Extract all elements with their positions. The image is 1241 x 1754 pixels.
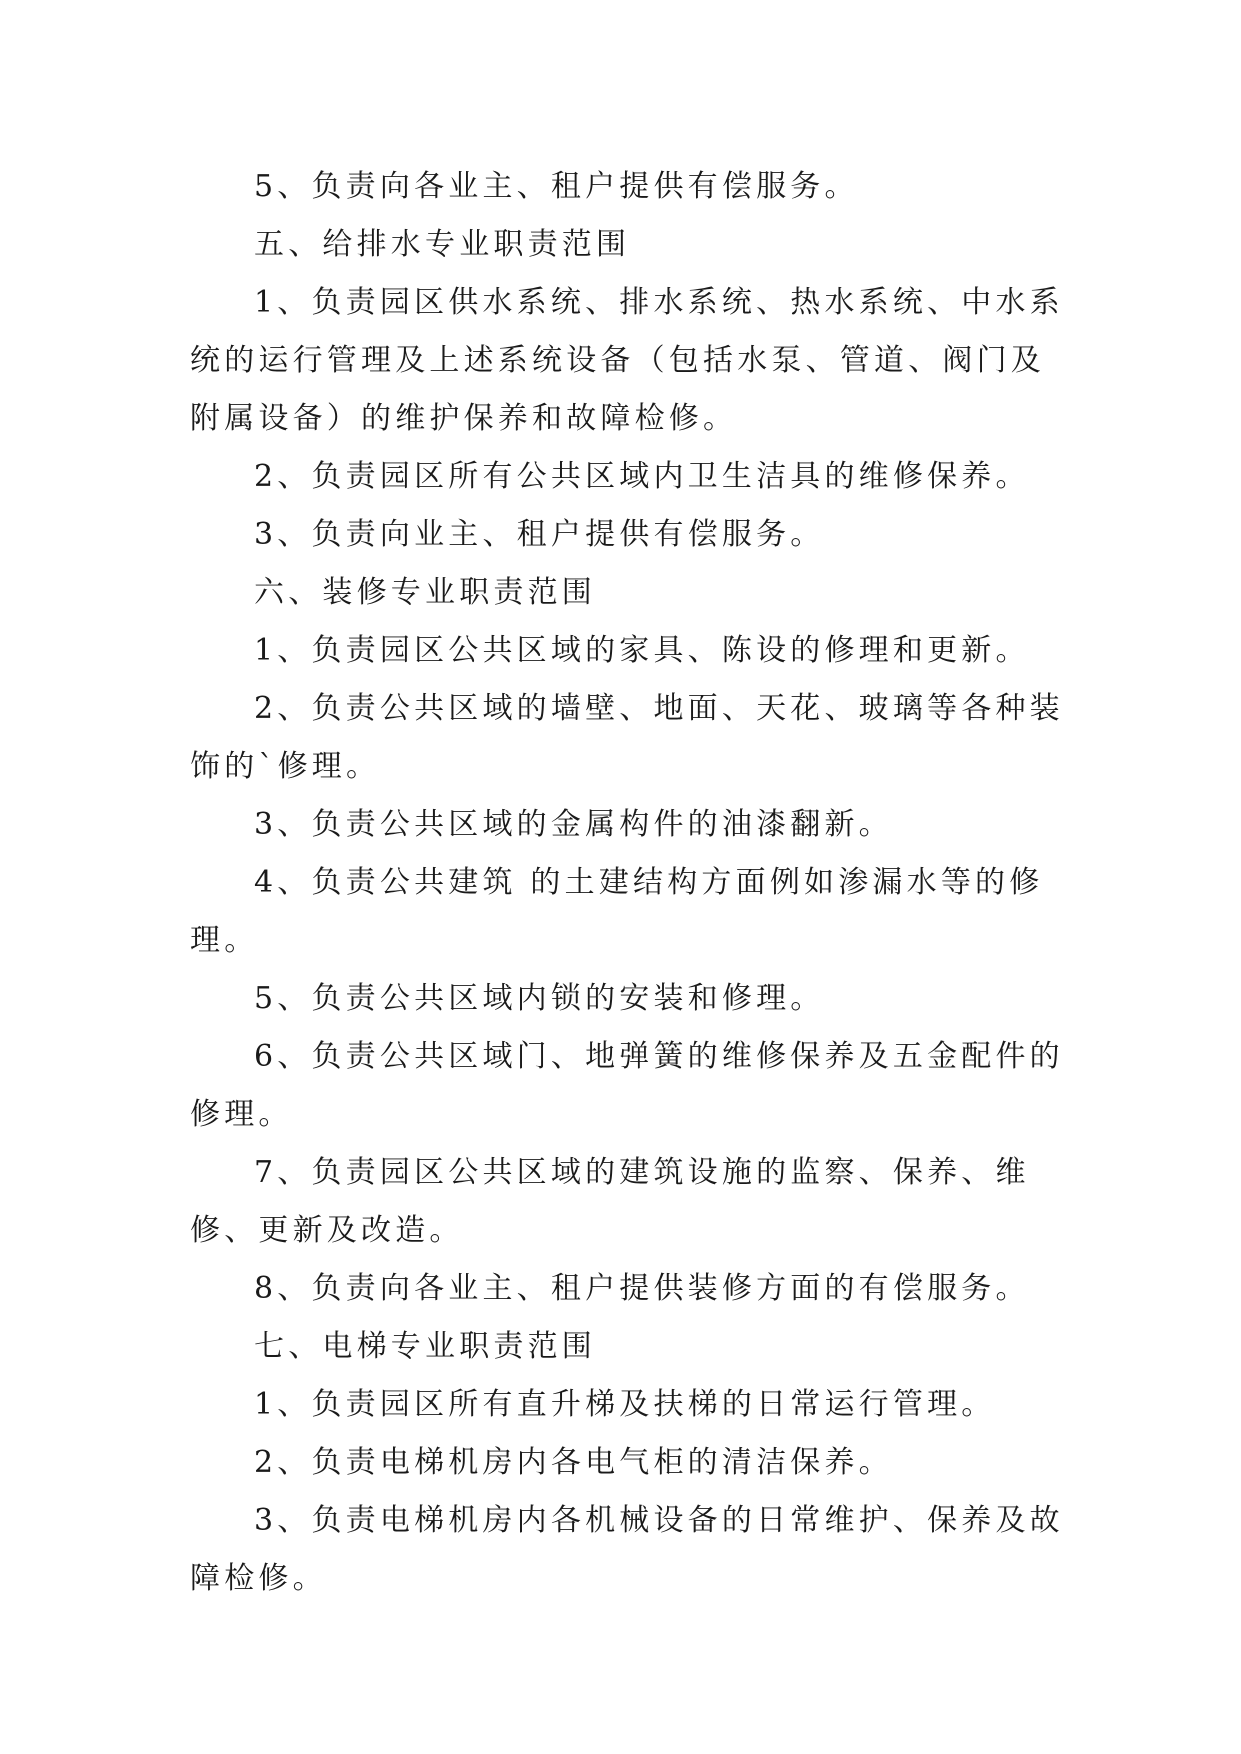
paragraph-plumbing-3: 3、负责向业主、租户提供有偿服务。 — [254, 517, 825, 552]
paragraph-elevator-1: 1、负责园区所有直升梯及扶梯的日常运行管理。 — [254, 1387, 996, 1422]
paragraph-item-5-paid-service: 5、负责向各业主、租户提供有偿服务。 — [254, 169, 859, 204]
paragraph-decoration-3: 3、负责公共区域的金属构件的油漆翻新。 — [254, 807, 893, 842]
paragraph-decoration-4: 4、负责公共建筑 的土建结构方面例如渗漏水等的修理。 — [190, 865, 1044, 958]
section-heading-plumbing: 五、给排水专业职责范围 — [254, 227, 631, 262]
paragraph-decoration-8: 8、负责向各业主、租户提供装修方面的有偿服务。 — [254, 1271, 1030, 1306]
paragraph-decoration-5: 5、负责公共区域内锁的安装和修理。 — [254, 981, 825, 1016]
paragraph-decoration-6: 6、负责公共区域门、地弹簧的维修保养及五金配件的修理。 — [190, 1039, 1064, 1132]
paragraph-elevator-3: 3、负责电梯机房内各机械设备的日常维护、保养及故障检修。 — [190, 1503, 1064, 1596]
paragraph-decoration-1: 1、负责园区公共区域的家具、陈设的修理和更新。 — [254, 633, 1030, 668]
paragraph-elevator-2: 2、负责电梯机房内各电气柜的清洁保养。 — [254, 1445, 893, 1480]
paragraph-decoration-2: 2、负责公共区域的墙壁、地面、天花、玻璃等各种装饰的`修理。 — [190, 691, 1064, 784]
document-body — [190, 158, 1070, 1608]
paragraph-plumbing-2: 2、负责园区所有公共区域内卫生洁具的维修保养。 — [254, 459, 1030, 494]
section-heading-decoration: 六、装修专业职责范围 — [254, 575, 596, 610]
section-heading-elevator: 七、电梯专业职责范围 — [254, 1329, 596, 1364]
paragraph-plumbing-1: 1、负责园区供水系统、排水系统、热水系统、中水系统的运行管理及上述系统设备（包括水泵、管道、阀门及附属设备）的维护保养和故障检修。 — [190, 285, 1064, 436]
paragraph-decoration-7: 7、负责园区公共区域的建筑设施的监察、保养、维修、更新及改造。 — [190, 1155, 1030, 1248]
